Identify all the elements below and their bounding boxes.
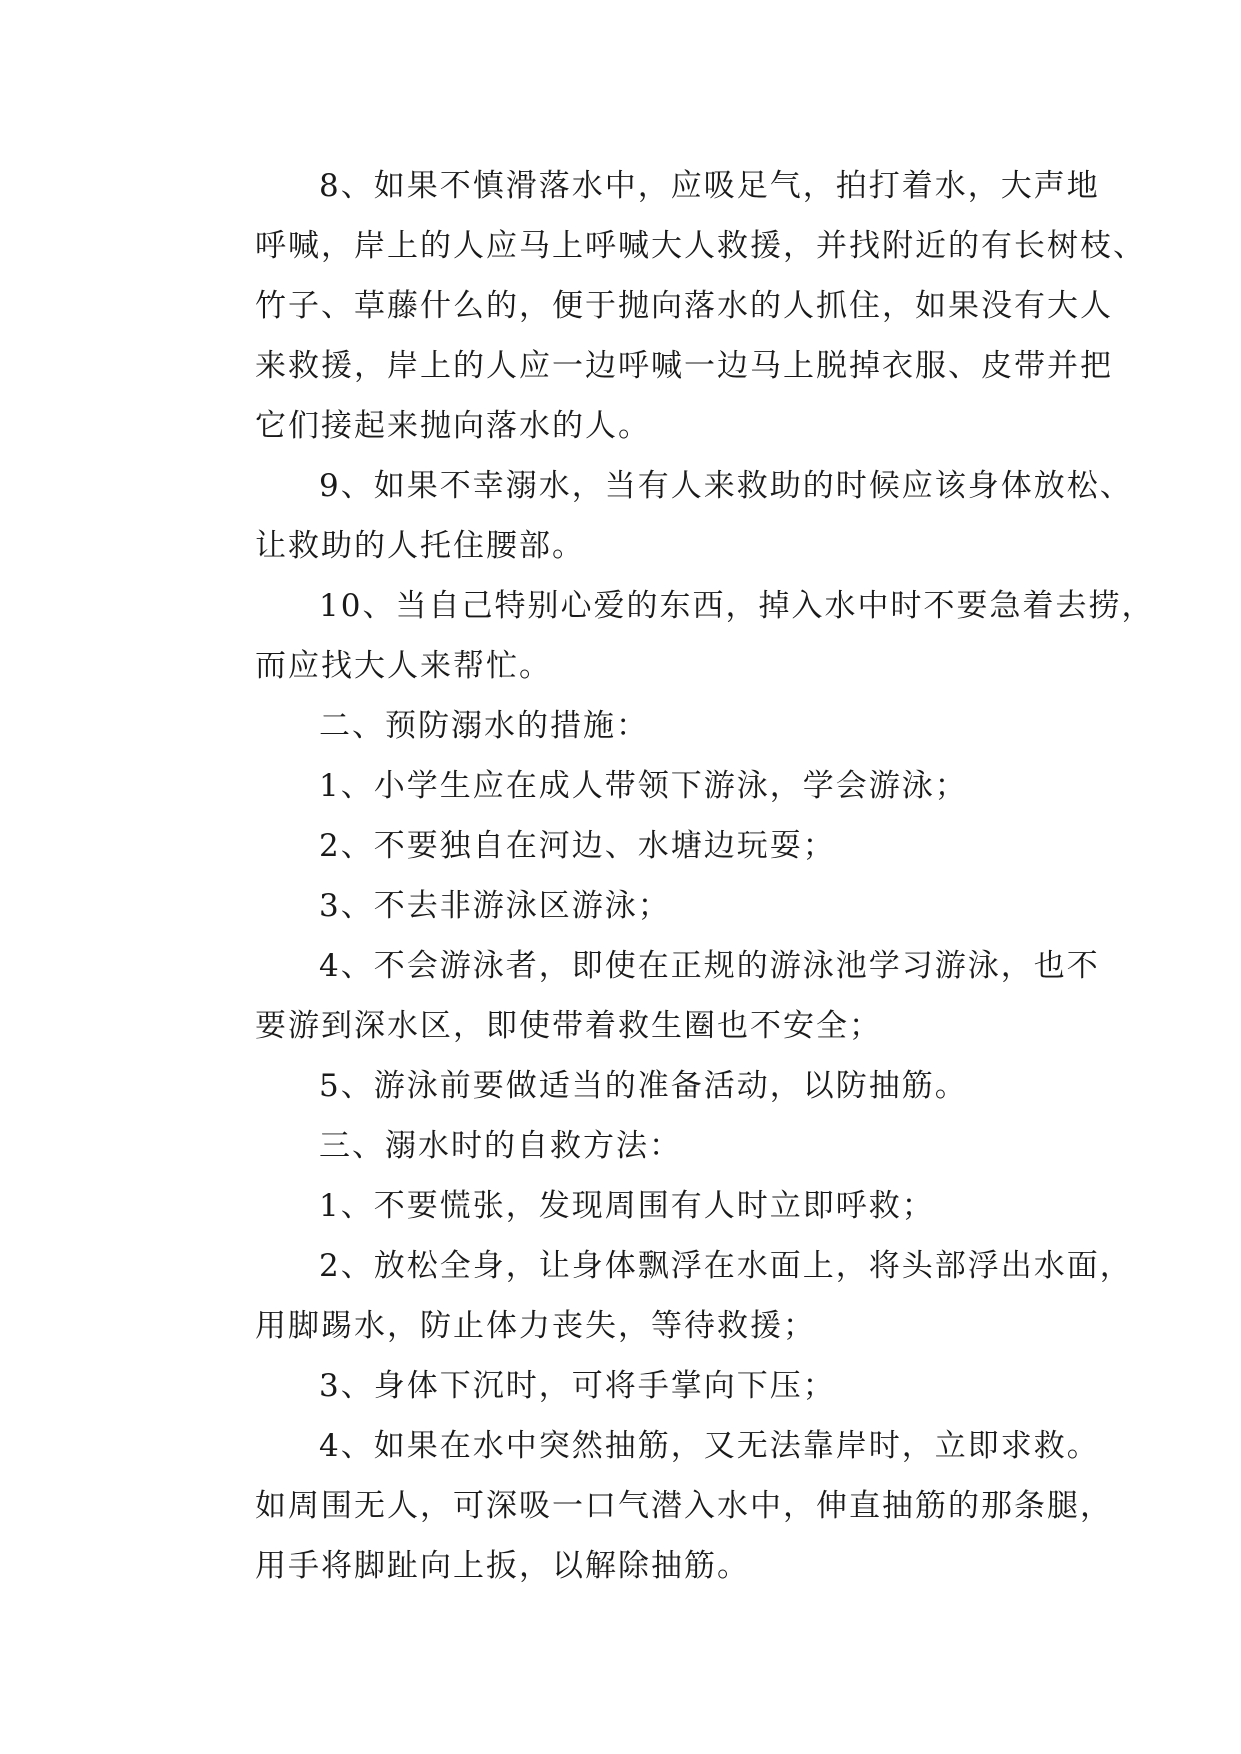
paragraph-item-10 — [191, 576, 1155, 696]
prevention-item-1 — [191, 756, 1061, 816]
text-line: 用脚踢水，防止体力丧失，等待救援； — [255, 1308, 816, 1344]
paragraph-item-8 — [191, 156, 1146, 456]
text-line: 竹子、草藤什么的，便于抛向落水的人抓住，如果没有大人 — [255, 288, 1113, 324]
text-line: 让救助的人托住腰部。 — [255, 528, 585, 564]
text-line: 2、放松全身，让身体飘浮在水面上，将头部浮出水面， — [319, 1248, 1133, 1284]
prevention-item-4 — [191, 936, 1100, 1056]
text-line: 2、不要独自在河边、水塘边玩耍； — [319, 828, 836, 864]
self-rescue-item-3 — [191, 1356, 1061, 1416]
text-line: 而应找大人来帮忙。 — [255, 648, 552, 684]
text-line: 9、如果不幸溺水，当有人来救助的时候应该身体放松、 — [319, 468, 1133, 504]
text-line: 1、不要慌张，发现周围有人时立即呼救； — [319, 1188, 935, 1224]
section-heading-prevention — [191, 696, 1061, 756]
text-line: 要游到深水区，即使带着救生圈也不安全； — [255, 1008, 882, 1044]
section-heading-self-rescue — [191, 1116, 1061, 1176]
text-line: 3、不去非游泳区游泳； — [319, 888, 671, 924]
text-line: 来救援，岸上的人应一边呼喊一边马上脱掉衣服、皮带并把 — [255, 348, 1113, 384]
prevention-item-3 — [191, 876, 1061, 936]
prevention-item-2 — [191, 816, 1061, 876]
text-line: 呼喊，岸上的人应马上呼喊大人救援，并找附近的有长树枝、 — [255, 228, 1146, 264]
text-line: 如周围无人，可深吸一口气潜入水中，伸直抽筋的那条腿， — [255, 1488, 1113, 1524]
text-line: 二、预防溺水的措施： — [319, 708, 649, 744]
text-line: 它们接起来抛向落水的人。 — [255, 408, 651, 444]
paragraph-item-9 — [191, 456, 1133, 576]
text-line: 4、如果在水中突然抽筋，又无法靠岸时，立即求救。 — [319, 1428, 1100, 1464]
text-line: 用手将脚趾向上扳，以解除抽筋。 — [255, 1548, 750, 1584]
prevention-item-5 — [191, 1056, 1061, 1116]
text-line: 三、溺水时的自救方法： — [319, 1128, 682, 1164]
text-line: 4、不会游泳者，即使在正规的游泳池学习游泳，也不 — [319, 948, 1100, 984]
self-rescue-item-1 — [191, 1176, 1061, 1236]
self-rescue-item-2 — [191, 1236, 1133, 1356]
self-rescue-item-4 — [191, 1416, 1113, 1596]
text-line: 5、游泳前要做适当的准备活动，以防抽筋。 — [319, 1068, 968, 1104]
text-line: 3、身体下沉时，可将手掌向下压； — [319, 1368, 836, 1404]
text-line: 1、小学生应在成人带领下游泳，学会游泳； — [319, 768, 968, 804]
document-body — [191, 156, 1155, 1596]
text-line: 10、当自己特别心爱的东西，掉入水中时不要急着去捞， — [319, 588, 1155, 624]
text-line: 8、如果不慎滑落水中，应吸足气，拍打着水，大声地 — [319, 168, 1100, 204]
